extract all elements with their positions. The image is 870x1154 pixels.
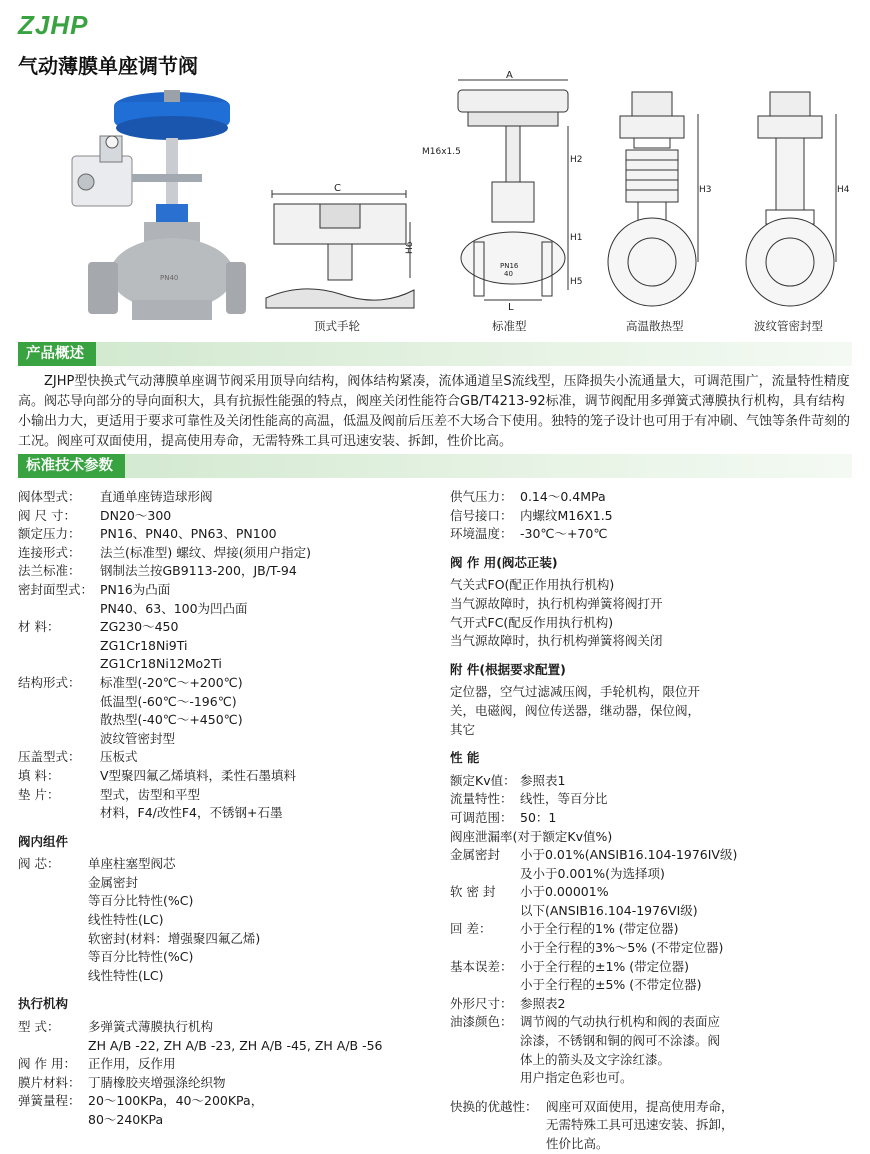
param-value: 阀座可双面使用，提高使用寿命， xyxy=(546,1098,734,1114)
valve-parts-heading: 阀内组件 xyxy=(18,833,69,849)
svg-text:PN40: PN40 xyxy=(160,274,179,282)
dim-label: H2 xyxy=(570,155,583,165)
param-value: 线性，等百分比 xyxy=(520,791,608,807)
param-row xyxy=(450,865,860,884)
param-label xyxy=(450,1032,520,1051)
param-label xyxy=(18,637,100,656)
param-label: 环境温度： xyxy=(450,526,513,542)
param-row xyxy=(18,562,438,581)
param-row xyxy=(18,874,438,893)
param-value: 小于全行程的±5% (不带定位器) xyxy=(520,977,702,993)
param-label xyxy=(18,930,88,949)
param-row xyxy=(450,920,860,939)
param-value: -30℃～+70℃ xyxy=(520,526,608,542)
param-value: 小于0.01%(ANSIB16.104-1976IV级) xyxy=(520,847,738,863)
performance-heading: 性 能 xyxy=(450,750,480,766)
param-label xyxy=(18,967,88,986)
param-row xyxy=(18,730,438,749)
param-line: 气关式FO(配正作用执行机构) xyxy=(450,577,615,593)
overview-paragraph: ZJHP型快换式气动薄膜单座调节阀采用顶导向结构，阀体结构紧凑，流体通道呈S流线型，压降损失小流通量大，可调范围广，流量特性精度高。阀芯导向部分的导向面积大，具有抗振性能强的特点，阀座关闭性能符合GB/T4213-92标准，调节阀配用多弹簧式薄膜执行机构，具有结构小输出力大，更适用于要求可靠性及关闭性能高的高温，低温及阀前后压差不大场合下使用。独特的笼子设计也可用于有冲刷、气蚀等条件苛刻的工况。阀座可双面使用，提高使用寿命，无需特殊工具可迅速安装、拆卸，性价比高。 xyxy=(18,374,851,449)
param-value: 丁腈橡胶夹增强涤纶织物 xyxy=(88,1074,226,1090)
param-row xyxy=(450,1013,860,1032)
dim-label: H6 xyxy=(405,241,415,254)
actuator-heading: 执行机构 xyxy=(18,996,69,1012)
dim-label: 40 xyxy=(504,270,513,278)
valve-action-heading: 阀 作 用(阀芯正装) xyxy=(450,554,558,570)
param-row xyxy=(18,930,438,949)
param-row xyxy=(18,637,438,656)
param-row xyxy=(450,525,860,544)
param-label xyxy=(450,902,520,921)
param-row xyxy=(18,1055,438,1074)
param-label: 材 料： xyxy=(18,619,60,635)
param-row xyxy=(18,544,438,563)
param-row xyxy=(18,1092,438,1111)
param-row xyxy=(18,1111,438,1130)
param-row xyxy=(18,711,438,730)
param-value: 直通单座铸造球形阀 xyxy=(100,489,213,504)
dim-label: A xyxy=(506,70,513,81)
param-label xyxy=(18,892,88,911)
param-row xyxy=(18,804,438,823)
param-row xyxy=(18,1074,438,1093)
params-left-column xyxy=(18,488,438,1130)
param-row xyxy=(450,883,860,902)
param-value: 小于全行程的1% (带定位器) xyxy=(520,921,679,937)
param-value: 材料，F4/改性F4，不锈钢+石墨 xyxy=(100,805,283,821)
param-value: 性价比高。 xyxy=(546,1136,609,1151)
page-title: 气动薄膜单座调节阀 xyxy=(18,54,198,78)
param-label xyxy=(18,948,88,967)
param-value: 用户指定色彩也可。 xyxy=(520,1070,633,1086)
param-label xyxy=(18,730,100,749)
param-value: PN16、PN40、PN63、PN100 xyxy=(100,526,277,542)
param-row xyxy=(450,995,860,1014)
param-value: 无需特殊工具可迅速安装、拆卸， xyxy=(546,1117,734,1133)
param-label xyxy=(18,655,100,674)
param-value: 法兰(标准型) 螺纹、焊接(须用户指定) xyxy=(100,544,311,560)
param-value: 正作用，反作用 xyxy=(88,1056,176,1072)
param-value: 型式，齿型和平型 xyxy=(100,786,201,802)
param-value: 调节阀的气动执行机构和阀的表面应 xyxy=(520,1014,721,1030)
param-label: 油漆颜色： xyxy=(450,1014,513,1030)
param-label xyxy=(450,1135,546,1154)
param-label: 软 密 封 xyxy=(450,884,496,900)
param-label: 信号接口： xyxy=(450,507,513,523)
param-value: ZG230～450 xyxy=(100,619,179,635)
param-label xyxy=(18,600,100,619)
param-row xyxy=(450,1032,860,1051)
param-row xyxy=(450,772,860,791)
param-value: DN20～300 xyxy=(100,507,172,523)
param-value: 小于0.00001% xyxy=(520,884,609,900)
param-label xyxy=(18,1037,88,1056)
dim-label: M16x1.5 xyxy=(422,147,461,157)
param-line: 当气源故障时，执行机构弹簧将阀打开 xyxy=(450,595,663,611)
param-value: 等百分比特性(%C) xyxy=(88,893,194,909)
param-label xyxy=(18,911,88,930)
param-label: 阀 作 用： xyxy=(18,1056,76,1072)
brand-logo: ZJHP xyxy=(18,10,89,40)
accessory-heading: 附 件(根据要求配置) xyxy=(450,661,566,677)
param-label xyxy=(450,1051,520,1070)
param-label: 膜片材料： xyxy=(18,1074,81,1090)
param-row xyxy=(18,911,438,930)
param-label xyxy=(18,874,88,893)
param-value: 参照表1 xyxy=(520,772,566,788)
dim-label: H3 xyxy=(699,185,712,195)
param-label: 阀 尺 寸： xyxy=(18,507,76,523)
param-value: ZG1Cr18Ni9Ti xyxy=(100,637,188,653)
param-value: 单座柱塞型阀芯 xyxy=(88,856,176,872)
param-row xyxy=(18,892,438,911)
param-row xyxy=(18,655,438,674)
param-label: 流量特性： xyxy=(450,791,513,807)
caption-handwheel: 顶式手轮 xyxy=(314,319,360,333)
param-row xyxy=(18,948,438,967)
param-row xyxy=(450,488,860,507)
param-line: 气开式FC(配反作用执行机构) xyxy=(450,614,614,630)
param-label: 可调范围： xyxy=(450,809,513,825)
param-row xyxy=(450,976,860,995)
param-row xyxy=(18,507,438,526)
param-line: 关，电磁阀，阀位传送器，继动器，保位阀， xyxy=(450,702,701,718)
param-value: 等百分比特性(%C) xyxy=(88,949,194,965)
param-label xyxy=(18,693,100,712)
param-label: 结构形式： xyxy=(18,674,81,690)
param-label xyxy=(450,1069,520,1088)
param-value: 内螺纹M16X1.5 xyxy=(520,507,613,523)
param-label xyxy=(18,1111,88,1130)
param-row xyxy=(450,790,860,809)
param-label: 供气压力： xyxy=(450,489,513,504)
param-value: 参照表2 xyxy=(520,995,566,1011)
dim-label: H4 xyxy=(837,185,850,195)
param-label: 外形尺寸： xyxy=(450,995,513,1011)
param-label xyxy=(18,804,100,823)
param-value: 散热型(-40℃～+450℃) xyxy=(100,712,243,728)
param-label: 阀体型式： xyxy=(18,489,81,504)
overview-text xyxy=(18,372,856,452)
param-row xyxy=(450,507,860,526)
param-row xyxy=(18,1018,438,1037)
param-value: ZH A/B -22, ZH A/B -23, ZH A/B -45, ZH A/B -56 xyxy=(88,1037,383,1053)
param-row xyxy=(18,767,438,786)
params-heading: 标准技术参数 xyxy=(18,454,125,478)
param-row xyxy=(18,693,438,712)
handwheel-drawing xyxy=(262,182,422,314)
param-row xyxy=(18,1037,438,1056)
param-line: 定位器，空气过滤减压阀，手轮机构，限位开 xyxy=(450,684,701,700)
dim-label: H5 xyxy=(570,277,583,287)
param-value: 标准型(-20℃～+200℃) xyxy=(100,674,243,690)
param-row xyxy=(450,1135,860,1154)
param-row xyxy=(450,809,860,828)
param-label: 回 差： xyxy=(450,921,492,937)
param-label: 基本误差： xyxy=(450,958,513,974)
param-label: 型 式： xyxy=(18,1019,60,1035)
standard-drawing xyxy=(418,70,583,314)
param-row xyxy=(450,846,860,865)
param-row xyxy=(450,902,860,921)
param-label: 垫 片： xyxy=(18,786,60,802)
param-value: 20～100KPa，40～200KPa， xyxy=(88,1093,264,1109)
param-value: 50：1 xyxy=(520,809,557,825)
param-row xyxy=(18,581,438,600)
overview-heading: 产品概述 xyxy=(18,342,96,366)
param-line: 当气源故障时，执行机构弹簧将阀关闭 xyxy=(450,633,663,649)
param-value: PN40、63、100为凹凸面 xyxy=(100,600,248,616)
dim-label: PN16 xyxy=(500,262,519,270)
param-label xyxy=(450,1116,546,1135)
param-value: 体上的箭头及文字涂红漆。 xyxy=(520,1051,671,1067)
param-row xyxy=(18,786,438,805)
param-value: 0.14～0.4MPa xyxy=(520,489,606,504)
param-row xyxy=(18,967,438,986)
param-label: 弹簧量程： xyxy=(18,1093,81,1109)
high-temp-drawing xyxy=(598,84,712,314)
param-label xyxy=(450,976,520,995)
param-row xyxy=(18,748,438,767)
caption-high-temp: 高温散热型 xyxy=(626,319,684,333)
spacer xyxy=(450,1088,860,1098)
params-section-bar xyxy=(18,454,852,478)
param-label xyxy=(18,711,100,730)
param-label: 填 料： xyxy=(18,767,60,783)
param-row xyxy=(450,1116,860,1135)
dim-label: L xyxy=(508,302,514,313)
param-label: 法兰标准： xyxy=(18,563,81,579)
dim-label: C xyxy=(334,183,341,194)
param-label: 压盖型式： xyxy=(18,749,81,765)
param-row xyxy=(450,958,860,977)
param-row xyxy=(18,525,438,544)
param-label: 金属密封 xyxy=(450,847,501,863)
param-value: 软密封(材料：增强聚四氟乙烯) xyxy=(88,930,261,946)
param-value: 80～240KPa xyxy=(88,1112,164,1127)
param-value: 压板式 xyxy=(100,749,138,765)
param-value: 及小于0.001%(为选择项) xyxy=(520,865,665,881)
param-value: 线性特性(LC) xyxy=(88,912,164,928)
param-row xyxy=(18,618,438,637)
param-label: 额定Kv值： xyxy=(450,772,516,788)
param-value: 钢制法兰按GB9113-200，JB/T-94 xyxy=(100,563,297,579)
param-row xyxy=(450,1069,860,1088)
param-label: 快换的优越性： xyxy=(450,1098,538,1114)
bellows-drawing xyxy=(736,84,850,314)
dim-label: H1 xyxy=(570,233,583,243)
param-value: 线性特性(LC) xyxy=(88,967,164,983)
param-value: PN16为凸面 xyxy=(100,581,171,597)
param-row xyxy=(450,828,860,847)
param-value: 多弹簧式薄膜执行机构 xyxy=(88,1019,214,1035)
param-label: 阀座泄漏率(对于额定Kv值%) xyxy=(450,828,613,844)
param-row xyxy=(18,488,438,507)
param-row xyxy=(18,855,438,874)
param-label xyxy=(450,865,520,884)
overview-section-bar xyxy=(18,342,852,366)
param-value: 涂漆，不锈钢和铜的阀可不涂漆。阀 xyxy=(520,1033,721,1049)
param-label xyxy=(450,939,520,958)
param-label: 密封面型式： xyxy=(18,581,94,597)
param-value: ZG1Cr18Ni12Mo2Ti xyxy=(100,656,222,672)
valve-photo xyxy=(60,84,250,334)
param-value: 以下(ANSIB16.104-1976VI级) xyxy=(520,902,698,918)
param-value: 小于全行程的3%～5% (不带定位器) xyxy=(520,940,724,956)
param-value: V型聚四氟乙烯填料，柔性石墨填料 xyxy=(100,767,297,783)
param-value: 金属密封 xyxy=(88,874,139,890)
param-value: 小于全行程的±1% (带定位器) xyxy=(520,958,690,974)
param-row xyxy=(450,939,860,958)
caption-bellows: 波纹管密封型 xyxy=(754,319,823,333)
param-row xyxy=(450,1051,860,1070)
params-right-column xyxy=(450,488,860,1154)
param-label: 额定压力： xyxy=(18,526,81,542)
caption-standard: 标准型 xyxy=(492,319,527,333)
param-row xyxy=(18,600,438,619)
param-label: 连接形式： xyxy=(18,544,81,560)
param-value: 波纹管密封型 xyxy=(100,730,176,746)
param-value: 低温型(-60℃～-196℃) xyxy=(100,693,237,709)
param-label: 阀 芯： xyxy=(18,856,60,872)
param-row xyxy=(18,674,438,693)
param-row xyxy=(450,1098,860,1117)
param-line: 其它 xyxy=(450,721,476,737)
